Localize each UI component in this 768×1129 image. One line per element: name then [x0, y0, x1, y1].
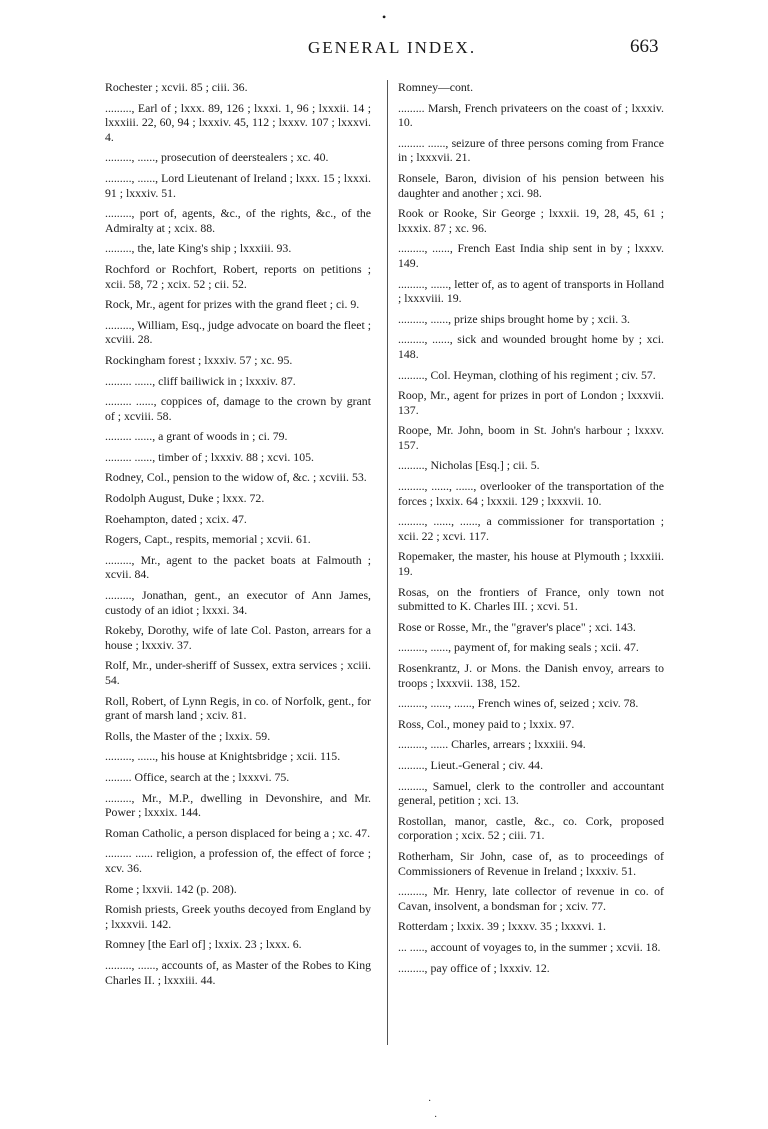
running-head: GENERAL INDEX.	[308, 38, 477, 57]
index-entry: Roope, Mr. John, boom in St. John's harbour ; lxxxv. 157.	[398, 423, 664, 452]
index-entry: ......... ......, timber of ; lxxxiv. 88 ; xcvi. 105.	[105, 449, 314, 464]
index-entry: Rosas, on the frontiers of France, only town not submitted to K. Charles III. ; xcvi. 51.	[398, 584, 664, 614]
index-entry: ........., the, late King's ship ; lxxxiii. 93.	[105, 241, 292, 256]
index-entry: ........., Mr., M.P., dwelling in Devonshire, and Mr. Power ; lxxxix. 144.	[105, 790, 371, 820]
index-entry: Rolls, the Master of the ; lxxix. 59.	[105, 728, 271, 743]
index-entry: ........., ......, ......, a commissioner for transportation ; xcii. 22 ; xcvi. 117.	[398, 514, 664, 543]
index-entry: Rosenkrantz, J. or Mons. the Danish envoy, arrears to troops ; lxxxvii. 138, 152.	[398, 661, 664, 690]
index-entry: ........., ......, prize ships brought home by ; xcii. 3.	[398, 311, 630, 326]
index-entry: Roman Catholic, a person displaced for being a ; xc. 47.	[105, 825, 371, 840]
index-entry: Roehampton, dated ; xcix. 47.	[105, 511, 247, 526]
index-entry: ......... ......, cliff bailiwick in ; lxxxiv. 87.	[105, 373, 296, 388]
index-entry: Rolf, Mr., under-sheriff of Sussex, extra services ; xciii. 54.	[105, 658, 371, 687]
index-entry: Rogers, Capt., respits, memorial ; xcvii. 61.	[105, 532, 311, 547]
page-number: 663	[630, 36, 659, 57]
index-entry: Ross, Col., money paid to ; lxxix. 97.	[398, 716, 575, 731]
decorative-dot-top: •	[382, 10, 387, 24]
index-entry: ........., ...... Charles, arrears ; lxxxiii. 94.	[398, 737, 586, 752]
index-entry: Romish priests, Greek youths decoyed from England by ; lxxxvii. 142.	[105, 902, 371, 931]
index-entry: Rotherham, Sir John, case of, as to proceedings of Commissioners of Revenue in Ireland ; lxxxiv. 51.	[398, 848, 664, 878]
index-entry: Rochford or Rochfort, Robert, reports on petitions ; xcii. 58, 72 ; xcix. 52 ; cii. 52.	[105, 261, 371, 291]
index-entry: Rostollan, manor, castle, &c., co. Cork, proposed corporation ; xcix. 52 ; ciii. 71.	[398, 813, 664, 843]
index-entry: Rotterdam ; lxxix. 39 ; lxxxv. 35 ; lxxxvi. 1.	[398, 919, 606, 934]
index-entry: ......... ......, seizure of three persons coming from France in ; lxxxvii. 21.	[398, 135, 664, 165]
index-entry: ........., ......, prosecution of deerstealers ; xc. 40.	[105, 150, 329, 165]
index-entry: Roop, Mr., agent for prizes in port of London ; lxxxvii. 137.	[398, 388, 664, 417]
index-entry: ......... ...... religion, a profession of, the effect of force ; xcv. 36.	[105, 846, 371, 875]
index-entry: Rodolph August, Duke ; lxxx. 72.	[105, 491, 265, 506]
right-column	[398, 80, 664, 981]
index-entry: Ronsele, Baron, division of his pension between his daughter and another ; xci. 98.	[398, 170, 664, 200]
index-entry: Romney—cont.	[398, 80, 474, 94]
index-entry: ......... ......, coppices of, damage to the crown by grant of ; xcviii. 58.	[105, 394, 371, 423]
index-entry: Romney [the Earl of] ; lxxix. 23 ; lxxx. 6.	[105, 937, 302, 952]
index-entry: ........., pay office of ; lxxxiv. 12.	[398, 960, 550, 975]
index-entry: ......... Office, search at the ; lxxxvi. 75.	[105, 769, 290, 784]
index-entry: ........., Jonathan, gent., an executor of Ann James, custody of an idiot ; lxxxi. 34.	[105, 588, 371, 617]
column-divider	[387, 80, 388, 1045]
index-entry: Rokeby, Dorothy, wife of late Col. Paston, arrears for a house ; lxxxiv. 37.	[105, 623, 371, 652]
index-entry: Rodney, Col., pension to the widow of, &c. ; xcviii. 53.	[105, 470, 367, 485]
index-entry: ........., ......, his house at Knightsbridge ; xcii. 115.	[105, 749, 341, 764]
index-entry: ........., ......, payment of, for making seals ; xcii. 47.	[398, 640, 639, 655]
index-entry: Rock, Mr., agent for prizes with the grand fleet ; ci. 9.	[105, 297, 360, 312]
index-entry: ........., ......, Lord Lieutenant of Ireland ; lxxx. 15 ; lxxxi. 91 ; lxxxiv. 51.	[105, 170, 371, 200]
index-entry: ........., Lieut.-General ; civ. 44.	[398, 757, 544, 772]
index-entry: ........., Nicholas [Esq.] ; cii. 5.	[398, 458, 540, 473]
index-entry: ........., Samuel, clerk to the controller and accountant general, petition ; xci. 13.	[398, 778, 664, 808]
index-entry: Rome ; lxxvii. 142 (p. 208).	[105, 881, 237, 896]
index-entry: ........., Mr., agent to the packet boats at Falmouth ; xcvii. 84.	[105, 552, 371, 582]
index-entry: Rochester ; xcvii. 85 ; ciii. 36.	[105, 80, 248, 94]
decorative-dot-bottom: ·	[428, 1096, 432, 1107]
index-entry: ........., Mr. Henry, late collector of revenue in co. of Cavan, insolvent, a bondsman for ; xciv. 77.	[398, 884, 664, 913]
index-entry: ......... ......, a grant of woods in ; ci. 79.	[105, 429, 288, 444]
index-entry: ........., William, Esq., judge advocate on board the fleet ; xcviii. 28.	[105, 317, 371, 347]
index-entry: ........., Col. Heyman, clothing of his regiment ; civ. 57.	[398, 367, 656, 382]
index-entry: Rose or Rosse, Mr., the "graver's place" ; xci. 143.	[398, 619, 636, 634]
index-entry: ........., port of, agents, &c., of the rights, &c., of the Admiralty at ; xcix. 88.	[105, 206, 371, 235]
index-entry: Rook or Rooke, Sir George ; lxxxii. 19, 28, 45, 61 ; lxxxix. 87 ; xc. 96.	[398, 206, 664, 235]
index-entry: ........., ......, ......, overlooker of the transportation of the forces ; lxxix. 64 ; lxxxii. 129 ; lxxxvii. 10.	[398, 479, 664, 508]
index-entry: ........., ......, accounts of, as Master of the Robes to King Charles II. ; lxxxiii. 44.	[105, 957, 371, 987]
index-entry: ... ....., account of voyages to, in the summer ; xcvii. 18.	[398, 939, 661, 954]
index-entry: ......... Marsh, French privateers on the coast of ; lxxxiv. 10.	[398, 100, 664, 130]
index-entry: Roll, Robert, of Lynn Regis, in co. of Norfolk, gent., for grant of marsh land ; xciv. 81.	[105, 693, 371, 723]
index-entry: ........., ......, letter of, as to agent of transports in Holland ; lxxxviii. 19.	[398, 276, 664, 306]
decorative-dot-bottom: ·	[434, 1112, 438, 1123]
index-entry: Rockingham forest ; lxxxiv. 57 ; xc. 95.	[105, 352, 293, 367]
index-entry: ........., ......, ......, French wines of, seized ; xciv. 78.	[398, 696, 639, 711]
index-entry: ........., Earl of ; lxxx. 89, 126 ; lxxxi. 1, 96 ; lxxxii. 14 ; lxxxiii. 22, 60, 94 ; lxxxiv. 45, 112 ; lxxxv. 107 ; lxxxvi. 4.	[105, 100, 371, 144]
index-entry: ........., ......, French East India ship sent in by ; lxxxv. 149.	[398, 241, 664, 270]
index-entry: ........., ......, sick and wounded brought home by ; xci. 148.	[398, 332, 664, 361]
index-entry: Ropemaker, the master, his house at Plymouth ; lxxxiii. 19.	[398, 549, 664, 579]
left-column	[105, 80, 371, 993]
